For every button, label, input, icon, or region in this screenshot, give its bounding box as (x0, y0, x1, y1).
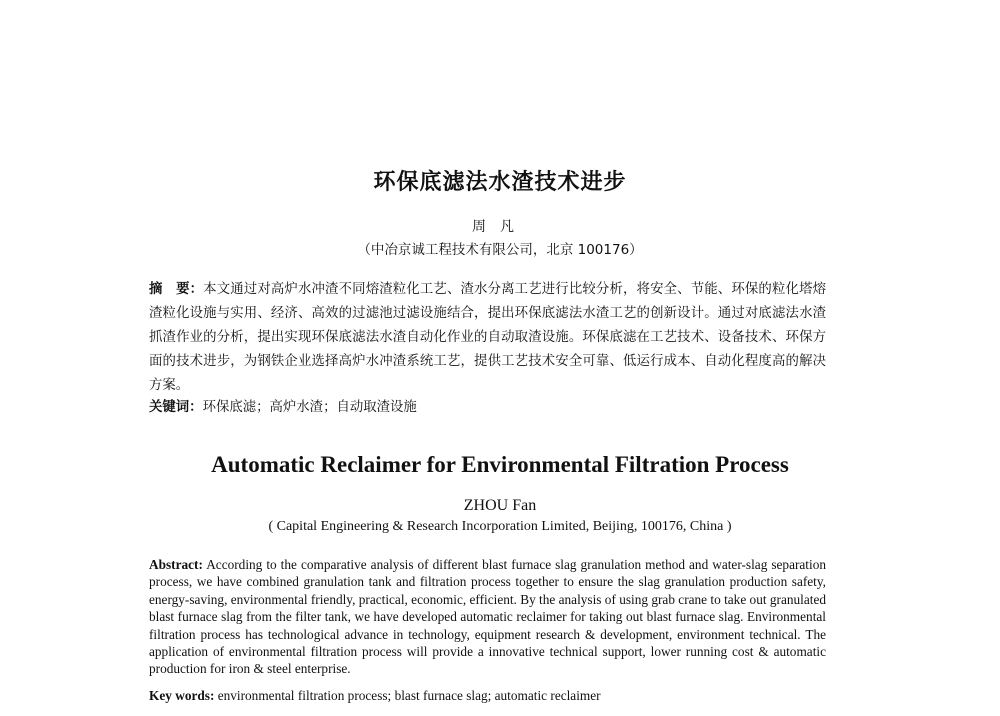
chinese-keywords (149, 398, 826, 418)
english-abstract-label: Abstract: (149, 557, 203, 572)
english-keywords-text: environmental filtration process; blast furnace slag; automatic reclaimer (217, 688, 601, 703)
english-title: Automatic Reclaimer for Environmental Filtration Process (211, 452, 789, 477)
english-keywords (149, 687, 826, 704)
chinese-abstract (149, 278, 826, 398)
english-affiliation: ( Capital Engineering & Research Incorporation Limited, Beijing, 100176, China ) (268, 519, 732, 534)
chinese-abstract-label: 摘 要： (149, 282, 204, 297)
english-author: ZHOU Fan (463, 497, 537, 514)
english-abstract-text: According to the comparative analysis of different blast furnace slag granulation method and water-slag separation process, we have combined granulation tank and filtration process together to ensure the slag granulation production safety, energy-saving, environmental friendly, practical, economic, efficient. By the analysis of using grab crane to take out granulated blast furnace slag from the filter tank, we have developed automatic reclaimer for taking out blast furnace slag. Environmental filtration process has technological advance in technology, equipment research & development, environment technical. The application of environmental filtration process will provide a innovative technical support, lower running cost & automatic production for iron & steel enterprise. (149, 557, 826, 677)
english-keywords-label: Key words: (149, 688, 215, 703)
chinese-keywords-text: 环保底滤；高炉水渣；自动取渣设施 (202, 400, 417, 415)
chinese-affiliation: （中冶京诚工程技术有限公司，北京 100176） (357, 242, 643, 258)
chinese-author: 周凡 (472, 219, 528, 235)
english-abstract (149, 556, 826, 678)
chinese-abstract-text: 本文通过对高炉水冲渣不同熔渣粒化工艺、渣水分离工艺进行比较分析，将安全、节能、环保的粒化塔熔渣粒化设施与实用、经济、高效的过滤池过滤设施结合，提出环保底滤法水渣工艺的创新设计。通过对底滤法水渣抓渣作业的分析，提出实现环保底滤法水渣自动化作业的自动取渣设施。环保底滤在工艺技术、设备技术、环保方面的技术进步，为钢铁企业选择高炉水冲渣系统工艺，提供工艺技术安全可靠、低运行成本、自动化程度高的解决方案。 (149, 282, 826, 393)
chinese-keywords-label: 关键词： (149, 400, 203, 415)
chinese-title: 环保底滤法水渣技术进步 (373, 170, 627, 195)
